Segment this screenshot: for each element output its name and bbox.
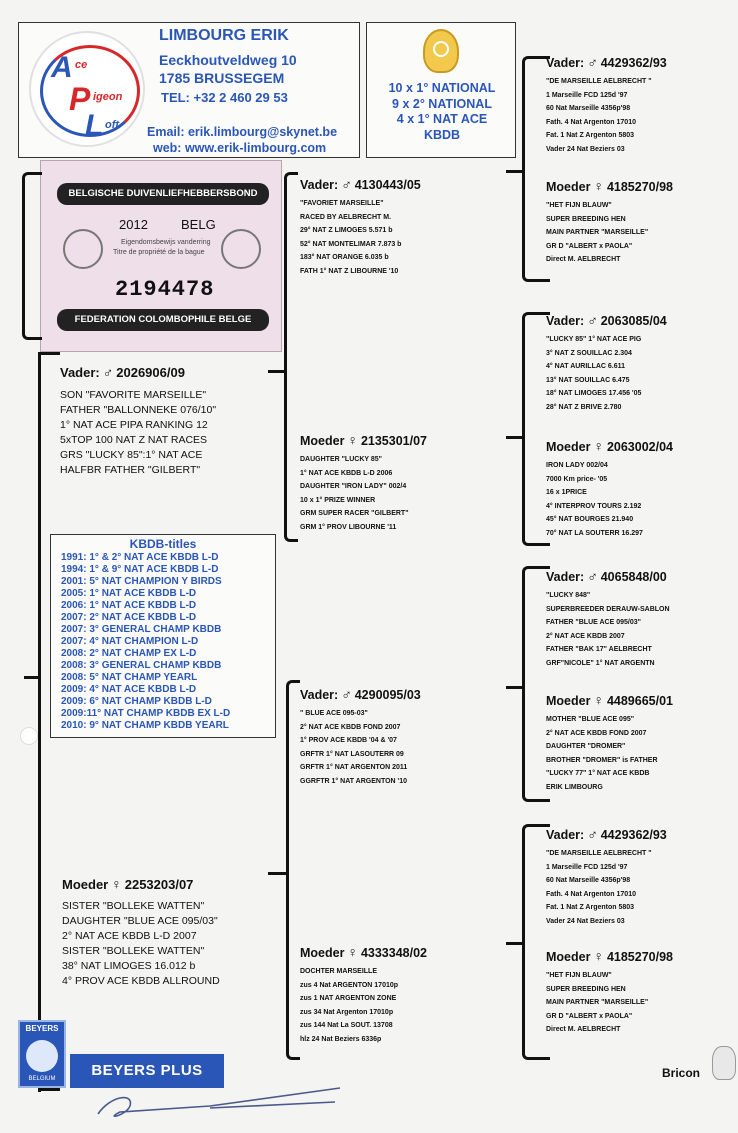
ring-number: 4429362/93 — [600, 828, 667, 842]
kbdb-title-row: 2007: 4° NAT CHAMPION L-D — [61, 636, 199, 647]
kbdb-badge-icon — [423, 29, 459, 73]
pedigree-line: "HET FIJN BLAUW" — [546, 972, 612, 979]
pedigree-line: 70° NAT LA SOUTERR 16.297 — [546, 529, 643, 537]
pedigree-line: "DE MARSEILLE AELBRECHT " — [546, 78, 652, 85]
pedigree-line: FATH 1° NAT Z LIBOURNE '10 — [300, 267, 399, 275]
pedigree-line: 60 Nat Marseille 4356p'98 — [546, 877, 631, 884]
pedigree-line: 16 x 1PRICE — [546, 489, 587, 496]
ring-number: 2063002/04 — [606, 440, 673, 454]
male-symbol-icon: ♂ — [102, 364, 114, 380]
pedigree-line: 1 Marseille FCD 125d '97 — [546, 863, 628, 871]
pedigree-line: "LUCKY 77" 1° NAT ACE KBDB — [546, 770, 650, 777]
dam-ring: 2253203/07 — [124, 877, 194, 892]
ring-number: 4429362/93 — [600, 56, 667, 70]
pedigree-line: BROTHER "DROMER" is FATHER — [546, 756, 658, 764]
honour-line: 4 x 1° NAT ACE — [396, 112, 488, 126]
bricon-label: Bricon — [662, 1066, 701, 1080]
pedigree-line: 7000 Km price- '05 — [546, 475, 608, 483]
kbdb-titles-heading: KBDB-titles — [129, 537, 197, 551]
subject-pigeon: Vader: ♂ 2026906/09 SON "FAVORITE MARSEILLE" FATHER "BALLONNEKE 076/10" 1° NAT ACE PIPA RANKING 12 5xTOP 100 NAT Z NAT RACES GRS "LUCKY 85":1° NAT ACE HALFBR FATHER "GILBERT" — [60, 364, 217, 476]
pedigree-line: GRFTR 1° NAT LASOUTERR 09 — [300, 750, 404, 758]
pedigree-line: 4° NAT AURILLAC 6.611 — [546, 363, 626, 370]
pedigree-bracket — [38, 352, 58, 1092]
pedigree-line: 13° NAT SOUILLAC 6.475 — [546, 376, 630, 384]
pedigree-bracket — [22, 172, 42, 340]
ring-number: 4333348/02 — [360, 946, 427, 960]
pedigree-line: Direct M. AELBRECHT — [546, 256, 621, 263]
great-grandparent-2: Vader: ♂ 2063085/04 "LUCKY 85" 1° NAT ACE PIG 3° NAT Z SOUILLAC 2.304 4° NAT AURILLAC 6.611 13° NAT SOUILLAC 6.475 18° NAT LIMOGES 17.456 '05 28° NAT Z BRIVE 2.780 — [546, 312, 726, 414]
honour-line: 9 x 2° NATIONAL — [392, 96, 492, 111]
pedigree-line: 2° NAT ACE KBDB 2007 — [546, 632, 625, 640]
female-symbol-icon: ♀ — [111, 876, 122, 892]
pedigree-line: 1 Marseille FCD 125d '97 — [546, 91, 628, 99]
pedigree-line: Direct M. AELBRECHT — [546, 1026, 621, 1033]
owner-phone: TEL: +32 2 460 29 53 — [161, 90, 288, 105]
ring-number: 4130443/05 — [354, 178, 421, 192]
pedigree-line: Fath. 4 Nat Argenton 17010 — [546, 890, 636, 898]
great-grandparent-3: Moeder ♀ 2063002/04 IRON LADY 002/04 7000 Km price- '05 16 x 1PRICE 4° INTERPROV TOURS 2.192 45° NAT BOURGES 21.940 70° NAT LA SOUTERR 16.297 — [546, 438, 726, 540]
kbdb-title-row: 2008: 2° NAT CHAMP EX L-D — [61, 648, 197, 659]
pedigree-line: zus 144 Nat La SOUT. 13708 — [300, 1022, 393, 1029]
ring-number: 2135301/07 — [360, 434, 427, 448]
pedigree-line: 2° NAT ACE KBDB FOND 2007 — [300, 723, 401, 731]
kbdb-title-row: 2001: 5° NAT CHAMPION Y BIRDS — [61, 576, 222, 587]
ring-number: 4290095/03 — [354, 688, 421, 702]
pedigree-line: Fat. 1 Nat Z Argenton 5803 — [546, 904, 635, 911]
pedigree-line: "LUCKY 85" 1° NAT ACE PIG — [546, 336, 642, 343]
pigeon-icon — [26, 1040, 58, 1072]
great-grandparent-4: Vader: ♂ 4065848/00 "LUCKY 848" SUPERBREEDER DERAUW-SABLON FATHER "BLUE ACE 095/03" 2° NAT ACE KBDB 2007 FATHER "BAK 17" AELBRECHT GRF"NICOLE" 1° NAT ARGENTN — [546, 568, 726, 670]
certificate-seal-icon — [63, 229, 103, 269]
owner-street: Eeckhoutveldweg 10 — [159, 52, 297, 68]
pedigree-line: 29° NAT Z LIMOGES 5.571 b — [300, 227, 393, 234]
great-grandparent-5: Moeder ♀ 4489665/01 MOTHER "BLUE ACE 095" 2° NAT ACE KBDB FOND 2007 DAUGHTER "DROMER" BROTHER "DROMER" is FATHER "LUCKY 77" 1° NAT ACE KBDB ERIK LIMBOURG — [546, 692, 726, 794]
kbdb-titles-box — [50, 534, 276, 738]
pedigree-bracket — [522, 56, 550, 282]
ring-number: 4489665/01 — [606, 694, 673, 708]
pedigree-line: DAUGHTER "DROMER" — [546, 743, 626, 750]
pedigree-line: GGRFTR 1° NAT ARGENTON '10 — [300, 777, 408, 785]
female-symbol-icon: ♀ — [593, 692, 604, 708]
grandparent-1: Moeder ♀ 2135301/07 DAUGHTER "LUCKY 85" 1° NAT ACE KBDB L-D 2006 DAUGHTER "IRON LADY" 002/4 10 x 1° PRIZE WINNER GRM SUPER RACER "GILBERT" GRM 1° PROV LIBOURNE '11 — [300, 432, 510, 534]
pedigree-line: MAIN PARTNER "MARSEILLE" — [546, 229, 649, 236]
pedigree-line: 1° PROV ACE KBDB '04 & '07 — [300, 737, 397, 744]
great-grandparent-7: Moeder ♀ 4185270/98 "HET FIJN BLAUW" SUPER BREEDING HEN MAIN PARTNER "MARSEILLE" GR D "ALBERT x PAOLA" Direct M. AELBRECHT — [546, 948, 726, 1037]
pedigree-line: 1° NAT ACE KBDB L-D 2006 — [300, 469, 393, 477]
beyers-logo: BEYERS BELGIUM — [18, 1020, 66, 1088]
pedigree-line: hlz 24 Nat Beziers 6336p — [300, 1035, 382, 1043]
pedigree-line: 52° NAT MONTELIMAR 7.873 b — [300, 240, 402, 248]
subject-ring: 2026906/09 — [116, 365, 185, 380]
pedigree-bracket — [522, 312, 550, 546]
certificate-country: BELG — [181, 217, 216, 232]
pedigree-line: " BLUE ACE 095-03" — [300, 710, 368, 717]
pedigree-line: ERIK LIMBOURG — [546, 783, 603, 791]
certificate-top-banner: BELGISCHE DUIVENLIEFHEBBERSBOND — [57, 183, 269, 205]
male-symbol-icon: ♂ — [341, 176, 352, 192]
female-symbol-icon: ♀ — [593, 178, 604, 194]
pedigree-line: 10 x 1° PRIZE WINNER — [300, 496, 376, 504]
pedigree-line: zus 4 Nat ARGENTON 17010p — [300, 981, 399, 989]
male-symbol-icon: ♂ — [587, 54, 598, 70]
pedigree-line: zus 34 Nat Argenton 17010p — [300, 1008, 394, 1016]
pedigree-line: SUPER BREEDING HEN — [546, 215, 626, 223]
kbdb-title-row: 2006: 1° NAT ACE KBDB L-D — [61, 600, 197, 611]
certificate-seal-icon — [221, 229, 261, 269]
kbdb-title-row: 2010: 9° NAT CHAMP KBDB YEARL — [61, 720, 229, 731]
kbdb-title-row: 2009: 4° NAT ACE KBDB L-D — [61, 684, 197, 695]
pedigree-line: "HET FIJN BLAUW" — [546, 202, 612, 209]
pedigree-line: "LUCKY 848" — [546, 592, 591, 599]
pedigree-line: SUPER BREEDING HEN — [546, 985, 626, 993]
female-symbol-icon: ♀ — [593, 948, 604, 964]
pedigree-line: 45° NAT BOURGES 21.940 — [546, 516, 634, 523]
ownership-certificate: BELGISCHE DUIVENLIEFHEBBERSBOND 2012 BELG Eigendomsbewijs vanderring Titre de propriété de la bague 2194478 FEDERATION COLOMBOPHILE BELGE — [40, 160, 282, 352]
kbdb-title-row: 1994: 1° & 9° NAT ACE KBDB L-D — [61, 564, 219, 575]
certificate-year: 2012 — [119, 217, 148, 232]
pedigree-line: SUPERBREEDER DERAUW-SABLON — [546, 605, 670, 613]
pedigree-line: 28° NAT Z BRIVE 2.780 — [546, 403, 622, 411]
pedigree-line: DAUGHTER "IRON LADY" 002/4 — [300, 483, 407, 490]
ring-number: 4185270/98 — [606, 180, 673, 194]
great-grandparent-0: Vader: ♂ 4429362/93 "DE MARSEILLE AELBRECHT " 1 Marseille FCD 125d '97 60 Nat Marseille 4356p'98 Fath. 4 Nat Argenton 17010 Fat. 1 Nat Z Argenton 5803 Vader 24 Nat Beziers 03 — [546, 54, 726, 156]
male-symbol-icon: ♂ — [341, 686, 352, 702]
ring-number: 4185270/98 — [606, 950, 673, 964]
ring-number: 2063085/04 — [600, 314, 667, 328]
header-box — [18, 22, 360, 158]
pedigree-bracket — [284, 172, 298, 542]
kbdb-title-row: 2005: 1° NAT ACE KBDB L-D — [61, 588, 197, 599]
pedigree-line: DOCHTER MARSEILLE — [300, 968, 377, 975]
honour-line: KBDB — [423, 127, 461, 142]
pedigree-line: 4° INTERPROV TOURS 2.192 — [546, 502, 642, 510]
pedigree-line: RACED BY AELBRECHT M. — [300, 213, 392, 221]
male-symbol-icon: ♂ — [587, 312, 598, 328]
pedigree-line: GRF"NICOLE" 1° NAT ARGENTN — [546, 659, 655, 667]
pedigree-line: DAUGHTER "LUCKY 85" — [300, 456, 382, 463]
male-symbol-icon: ♂ — [587, 568, 598, 584]
dam-pigeon: Moeder ♀ 2253203/07 SISTER "BOLLEKE WATTEN" DAUGHTER "BLUE ACE 095/03" 2° NAT ACE KBDB L-D 2007 SISTER "BOLLEKE WATTEN" 38° NAT LIMOGES 16.012 b 4° PROV ACE KBDB ALLROUND — [62, 876, 220, 987]
kbdb-title-row: 2007: 3° GENERAL CHAMP KBDB — [61, 624, 222, 635]
pedigree-line: IRON LADY 002/04 — [546, 462, 608, 469]
pedigree-line: Fat. 1 Nat Z Argenton 5803 — [546, 132, 635, 139]
female-symbol-icon: ♀ — [593, 438, 604, 454]
pedigree-line: Vader 24 Nat Beziers 03 — [546, 145, 625, 153]
certificate-bottom-banner: FEDERATION COLOMBOPHILE BELGE — [57, 309, 269, 331]
pedigree-line: GR D "ALBERT x PAOLA" — [546, 1012, 633, 1020]
pedigree-bracket — [286, 680, 300, 1060]
pedigree-line: GRFTR 1° NAT ARGENTON 2011 — [300, 764, 408, 771]
ring-number: 4065848/00 — [600, 570, 667, 584]
female-symbol-icon: ♀ — [347, 944, 358, 960]
pedigree-line: GRM 1° PROV LIBOURNE '11 — [300, 523, 397, 531]
female-symbol-icon: ♀ — [347, 432, 358, 448]
pedigree-line: "DE MARSEILLE AELBRECHT " — [546, 850, 652, 857]
owner-name: LIMBOURG ERIK — [159, 27, 289, 44]
grandparent-3: Moeder ♀ 4333348/02 DOCHTER MARSEILLE zus 4 Nat ARGENTON 17010p zus 1 NAT ARGENTON ZONE zus 34 Nat Argenton 17010p zus 144 Nat La SOUT. 13708 hlz 24 Nat Beziers 6336p — [300, 944, 510, 1046]
punch-hole — [20, 727, 38, 745]
kbdb-title-row: 2009: 6° NAT CHAMP KBDB L-D — [61, 696, 212, 707]
pedigree-bracket — [522, 824, 550, 1060]
pigeon-figure-icon — [712, 1046, 736, 1080]
pedigree-line: 18° NAT LIMOGES 17.456 '05 — [546, 390, 642, 397]
pedigree-line: FATHER "BAK 17" AELBRECHT — [546, 646, 652, 653]
honours-box — [366, 22, 516, 158]
ace-pigeon-loft-logo: A ce P igeon L oft — [29, 31, 145, 147]
great-grandparent-6: Vader: ♂ 4429362/93 "DE MARSEILLE AELBRECHT " 1 Marseille FCD 125d '97 60 Nat Marseille 4356p'98 Fath. 4 Nat Argenton 17010 Fat. 1 Nat Z Argenton 5803 Vader 24 Nat Beziers 03 — [546, 826, 726, 928]
pedigree-line: Fath. 4 Nat Argenton 17010 — [546, 118, 636, 126]
certificate-ring-number: 2194478 — [115, 277, 215, 302]
kbdb-title-row: 2009:11° NAT CHAMP KBDB EX L-D — [61, 708, 231, 719]
pedigree-line: GR D "ALBERT x PAOLA" — [546, 242, 633, 250]
pedigree-line: "FAVORIET MARSEILLE" — [300, 200, 384, 207]
beyers-plus-banner: BEYERS PLUS — [70, 1054, 224, 1088]
pedigree-line: MOTHER "BLUE ACE 095" — [546, 716, 635, 723]
grandparent-2: Vader: ♂ 4290095/03 " BLUE ACE 095-03" 2° NAT ACE KBDB FOND 2007 1° PROV ACE KBDB '04 & '07 GRFTR 1° NAT LASOUTERR 09 GRFTR 1° NAT ARGENTON 2011 GGRFTR 1° NAT ARGENTON '10 — [300, 686, 510, 788]
great-grandparent-1: Moeder ♀ 4185270/98 "HET FIJN BLAUW" SUPER BREEDING HEN MAIN PARTNER "MARSEILLE" GR D "ALBERT x PAOLA" Direct M. AELBRECHT — [546, 178, 726, 267]
owner-email[interactable]: Email: erik.limbourg@skynet.be — [147, 125, 338, 139]
pedigree-line: zus 1 NAT ARGENTON ZONE — [300, 995, 397, 1002]
pedigree-line: GRM SUPER RACER "GILBERT" — [300, 510, 409, 517]
kbdb-title-row: 2008: 3° GENERAL CHAMP KBDB — [61, 660, 222, 671]
kbdb-title-row: 1991: 1° & 2° NAT ACE KBDB L-D — [61, 552, 219, 563]
pedigree-line: 60 Nat Marseille 4356p'98 — [546, 105, 631, 112]
pedigree-bracket — [522, 566, 550, 802]
pedigree-line: 183° NAT ORANGE 6.035 b — [300, 254, 389, 261]
kbdb-title-row: 2007: 2° NAT ACE KBDB L-D — [61, 612, 197, 623]
pedigree-line: 3° NAT Z SOUILLAC 2.304 — [546, 349, 632, 357]
grandparent-0: Vader: ♂ 4130443/05 "FAVORIET MARSEILLE" RACED BY AELBRECHT M. 29° NAT Z LIMOGES 5.571 b 52° NAT MONTELIMAR 7.873 b 183° NAT ORANGE 6.035 b FATH 1° NAT Z LIBOURNE '10 — [300, 176, 510, 278]
pedigree-line: FATHER "BLUE ACE 095/03" — [546, 619, 641, 626]
pedigree-line: Vader 24 Nat Beziers 03 — [546, 917, 625, 925]
male-symbol-icon: ♂ — [587, 826, 598, 842]
kbdb-title-row: 2008: 5° NAT CHAMP YEARL — [61, 672, 198, 683]
owner-website[interactable]: web: www.erik-limbourg.com — [153, 141, 327, 155]
pedigree-line: MAIN PARTNER "MARSEILLE" — [546, 999, 649, 1006]
pedigree-line: 2° NAT ACE KBDB FOND 2007 — [546, 729, 647, 737]
owner-city: 1785 BRUSSEGEM — [159, 70, 285, 86]
honour-line: 10 x 1° NATIONAL — [388, 81, 496, 95]
signature — [90, 1076, 350, 1126]
